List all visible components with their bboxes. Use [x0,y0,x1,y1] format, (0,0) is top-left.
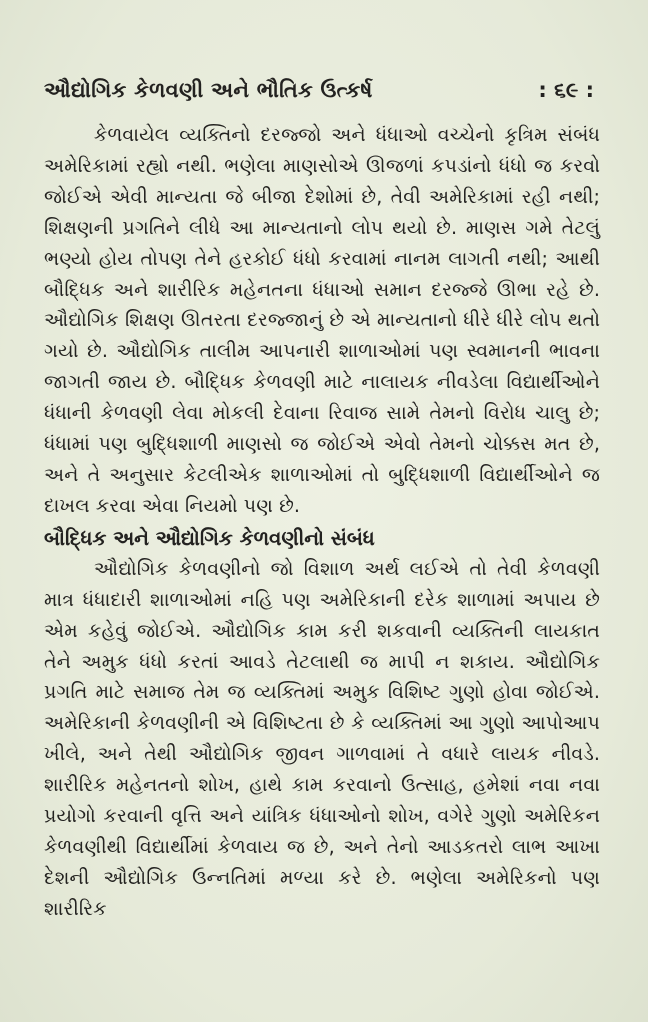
running-header [44,78,600,118]
section-heading: બૌદ્ધિક અને ઔદ્યોગિક કેળવણીનો સંબંધ [44,526,375,550]
body-paragraph-2: ઔદ્યોગિક કેળવણીનો જો વિશાળ અર્થ લઈએ તો તેવી કેળવણી માત્ર ધંધાદારી શાળાઓમાં નહિ પણ અમેરિકાની દરેક શાળામાં અપાય છે એમ કહેવું જોઈએ. ઔદ્યોગિક કામ કરી શકવાની વ્યક્તિની લાયકાત તેને અમુક ધંધો કરતાં આવડે તેટલાથી જ માપી ન શકાય. ઔદ્યોગિક પ્રગતિ માટે સમાજ તેમ જ વ્યક્તિમાં અમુક વિશિષ્ટ ગુણો હોવા જોઈએ. અમેરિકાની કેળવણીની એ વિશિષ્ટતા છે કે વ્યક્તિમાં આ ગુણો આપોઆપ ખીલે, અને તેથી ઔદ્યોગિક જીવન ગાળવામાં તે વધારે લાયક નીવડે. શારીરિક મહેનતનો શોખ, હાથે કામ કરવાનો ઉત્સાહ, હમેશાં નવા નવા પ્રયોગો કરવાની વૃત્તિ અને યાંત્રિક ધંધાઓનો શોખ, વગેરે ગુણો અમેરિકન કેળવણીથી વિદ્યાર્થીમાં કેળવાય જ છે, અને તેનો આડકતરો લાભ આખા દેશની ઔદ્યોગિક ઉન્નતિમાં મળ્યા કરે છે. ભણેલા અમેરિકનો પણ શારીરિક [44,556,600,920]
body-paragraph-1: કેળવાયેલ વ્યક્તિનો દરજ્જો અને ધંધાઓ વચ્ચેનો કૃત્રિમ સંબંધ અમેરિકામાં રહ્યો નથી. ભણેલા માણસોએ ઊજળાં કપડાંનો ધંધો જ કરવો જોઈએ એવી માન્યતા જે બીજા દેશોમાં છે, તેવી અમેરિકામાં રહી નથી; શિક્ષણની પ્રગતિને લીધે આ માન્યતાનો લોપ થયો છે. માણસ ગમે તેટલું ભણ્યો હોય તોપણ તેને હરકોઈ ધંધો કરવામાં નાનમ લાગતી નથી; આથી બૌદ્ધિક અને શારીરિક મહેનતના ધંધાઓ સમાન દરજ્જે ઊભા રહે છે. ઔદ્યોગિક શિક્ષણ ઊતરતા દરજ્જાનું છે એ માન્યતાનો ધીરે ધીરે લોપ થતો ગયો છે. ઔદ્યોગિક તાલીમ આપનારી શાળાઓમાં પણ સ્વમાનની ભાવના જાગતી જાય છે. બૌદ્ધિક કેળવણી માટે નાલાયક નીવડેલા વિદ્યાર્થીઓને ધંધાની કેળવણી લેવા મોકલી દેવાના રિવાજ સામે તેમનો વિરોધ ચાલુ છે; ધંધામાં પણ બુદ્ધિશાળી માણસો જ જોઈએ એવો તેમનો ચોક્કસ મત છે, અને તે અનુસાર કેટલીએક શાળાઓમાં તો બુદ્ધિશાળી વિદ્યાર્થીઓને જ દાખલ કરવા એવા નિયમો પણ છે. [44,123,600,517]
page-number: : ૬૯ : [538,78,594,102]
running-title: ઔદ્યોગિક કેળવણી અને ભૌતિક ઉત્કર્ષ [44,78,373,102]
